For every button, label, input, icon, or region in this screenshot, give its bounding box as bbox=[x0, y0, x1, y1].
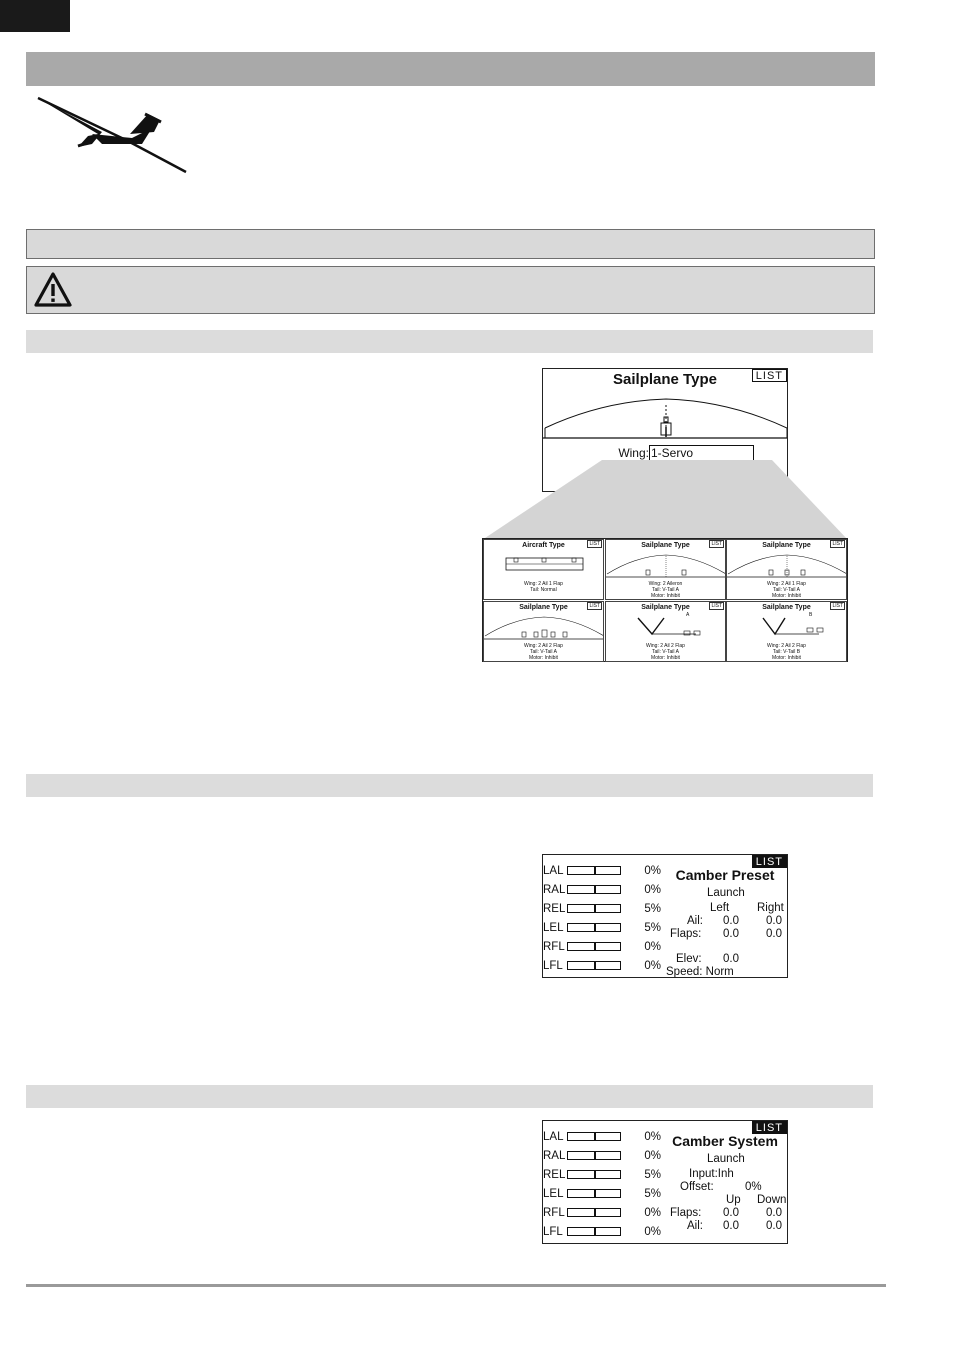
channel-label: REL bbox=[543, 903, 566, 915]
camber-system-title: Camber System bbox=[672, 1133, 778, 1149]
channel-value: 5% bbox=[644, 922, 661, 934]
section-bar-camber-preset bbox=[26, 774, 873, 797]
ail-right-value[interactable]: 0.0 bbox=[766, 915, 782, 927]
elev-label: Elev: bbox=[676, 953, 702, 965]
thumbnail-title: Sailplane Type bbox=[641, 604, 690, 611]
thumbnail-line: Motor: Inhibit bbox=[529, 655, 558, 661]
channel-label: RAL bbox=[543, 884, 566, 896]
thumbnail-line: Wing: 2 Aileron bbox=[648, 581, 683, 587]
thumbnail-title: Sailplane Type bbox=[762, 542, 811, 549]
warning-box bbox=[26, 266, 875, 314]
channel-value: 5% bbox=[644, 903, 661, 915]
channel-bar bbox=[567, 1189, 621, 1198]
thumbnail-line: Wing: 2 Ail 2 Flap bbox=[524, 643, 563, 649]
channel-label: LFL bbox=[543, 1226, 563, 1238]
screen-title: Sailplane Type bbox=[613, 371, 717, 388]
list-tag[interactable]: LIST bbox=[752, 1121, 787, 1134]
ail-up-value[interactable]: 0.0 bbox=[723, 1220, 739, 1232]
speed-line[interactable]: Speed: Norm bbox=[666, 966, 734, 978]
ail-left-value[interactable]: 0.0 bbox=[723, 915, 739, 927]
thumbnail-list-tag: LIST bbox=[589, 603, 600, 609]
channel-value: 0% bbox=[644, 1207, 661, 1219]
flaps-label: Flaps: bbox=[670, 928, 702, 940]
thumbnail-line: Tail: V-Tail A bbox=[773, 587, 800, 593]
thumbnail-line: Tail: Normal bbox=[530, 587, 557, 593]
ail-down-value[interactable]: 0.0 bbox=[766, 1220, 782, 1232]
channel-label: LFL bbox=[543, 960, 563, 972]
channel-value: 5% bbox=[644, 1188, 661, 1200]
thumbnail-line: Tail: V-Tail A bbox=[652, 649, 679, 655]
thumbnail-diagram bbox=[727, 550, 847, 580]
channel-value: 0% bbox=[644, 960, 661, 972]
flight-mode[interactable]: Launch bbox=[707, 887, 745, 899]
channel-label: RFL bbox=[543, 941, 565, 953]
thumbnail-title: Aircraft Type bbox=[522, 542, 565, 549]
camber-preset-screen bbox=[542, 854, 788, 978]
thumbnail-line: Wing: 2 Ail 1 Flap bbox=[524, 581, 563, 587]
channel-label: LEL bbox=[543, 922, 564, 934]
camber-system-screen bbox=[542, 1120, 788, 1244]
thumbnail-aircraft-type bbox=[483, 539, 604, 600]
thumbnail-list-tag: LIST bbox=[832, 541, 843, 547]
section-header-bar bbox=[26, 52, 875, 86]
wing-label: Wing: bbox=[618, 446, 649, 460]
thumbnail-line: Tail: V-Tail A bbox=[652, 587, 679, 593]
channel-bar bbox=[567, 1227, 621, 1236]
channel-label: LAL bbox=[543, 1131, 564, 1143]
channel-label: RFL bbox=[543, 1207, 565, 1219]
channel-bar bbox=[567, 1151, 621, 1160]
column-down-header: Down bbox=[757, 1194, 787, 1206]
thumbnail-line: Wing: 2 Ail 1 Flap bbox=[767, 581, 806, 587]
thumbnail-line: Motor: Inhibit bbox=[772, 655, 801, 661]
channel-bar bbox=[567, 885, 621, 894]
ail-label: Ail: bbox=[687, 915, 703, 927]
thumbnail-v-tail-b bbox=[726, 601, 847, 662]
channel-bar bbox=[567, 923, 621, 932]
channel-bar bbox=[567, 904, 621, 913]
tail-variant-marker: B bbox=[809, 612, 813, 618]
wing-type-thumbnails bbox=[482, 538, 848, 662]
flaps-label: Flaps: bbox=[670, 1207, 702, 1219]
thumbnail-line: Tail: V-Tail A bbox=[530, 649, 557, 655]
flight-mode[interactable]: Launch bbox=[707, 1153, 745, 1165]
thumbnail-2-aileron bbox=[605, 539, 726, 600]
channel-value: 0% bbox=[644, 941, 661, 953]
section-bar-camber-system bbox=[26, 1085, 873, 1108]
channel-value: 0% bbox=[644, 1131, 661, 1143]
thumbnail-diagram bbox=[484, 550, 604, 580]
channel-bar bbox=[567, 1170, 621, 1179]
camber-preset-title: Camber Preset bbox=[675, 867, 775, 883]
footer-rule bbox=[26, 1284, 886, 1287]
flaps-right-value[interactable]: 0.0 bbox=[766, 928, 782, 940]
thumbnail-diagram bbox=[606, 550, 726, 580]
thumbnail-diagram bbox=[606, 612, 726, 642]
channel-label: RAL bbox=[543, 1150, 566, 1162]
thumbnail-2-ail-2-flap bbox=[483, 601, 604, 662]
channel-bar bbox=[567, 1132, 621, 1141]
thumbnail-list-tag: LIST bbox=[832, 603, 843, 609]
thumbnail-line: Motor: Inhibit bbox=[651, 593, 680, 599]
thumbnail-line: Tail: V-Tail B bbox=[772, 649, 801, 655]
note-box bbox=[26, 229, 875, 259]
section-bar-sailplane-type bbox=[26, 330, 873, 353]
list-tag[interactable]: LIST bbox=[752, 369, 787, 382]
channel-value: 0% bbox=[644, 884, 661, 896]
channel-label: LAL bbox=[543, 865, 564, 877]
zoom-funnel bbox=[482, 460, 848, 542]
list-tag[interactable]: LIST bbox=[752, 855, 787, 868]
thumbnail-line: Wing: 2 Ail 2 Flap bbox=[767, 643, 806, 649]
thumbnail-diagram bbox=[484, 612, 604, 642]
input-line[interactable]: Input:Inh bbox=[689, 1168, 734, 1180]
page-tab-block bbox=[0, 0, 70, 32]
channel-bar bbox=[567, 866, 621, 875]
sailplane-silhouette-icon bbox=[30, 92, 195, 178]
channel-value: 0% bbox=[644, 1226, 661, 1238]
flaps-left-value[interactable]: 0.0 bbox=[723, 928, 739, 940]
flaps-up-value[interactable]: 0.0 bbox=[723, 1207, 739, 1219]
thumbnail-title: Sailplane Type bbox=[762, 604, 811, 611]
thumbnail-diagram bbox=[727, 612, 847, 642]
warning-triangle-icon bbox=[33, 271, 73, 309]
thumbnail-line: Wing: 2 Ail 2 Flap bbox=[646, 643, 685, 649]
thumbnail-list-tag: LIST bbox=[711, 541, 722, 547]
thumbnail-line: Motor: Inhibit bbox=[772, 593, 801, 599]
offset-value[interactable]: 0% bbox=[745, 1181, 762, 1193]
thumbnail-v-tail-a bbox=[605, 601, 726, 662]
channel-label: REL bbox=[543, 1169, 566, 1181]
column-right-header: Right bbox=[757, 902, 784, 914]
channel-value: 5% bbox=[644, 1169, 661, 1181]
wing-diagram bbox=[543, 393, 788, 443]
channel-bar bbox=[567, 942, 621, 951]
tail-variant-marker: A bbox=[686, 612, 690, 618]
channel-bar bbox=[567, 961, 621, 970]
thumbnail-2-ail-1-flap bbox=[726, 539, 847, 600]
elev-value[interactable]: 0.0 bbox=[723, 953, 739, 965]
thumbnail-line: Motor: Inhibit bbox=[651, 655, 680, 661]
channel-label: LEL bbox=[543, 1188, 564, 1200]
channel-bar bbox=[567, 1208, 621, 1217]
channel-value: 0% bbox=[644, 1150, 661, 1162]
thumbnail-title: Sailplane Type bbox=[519, 604, 568, 611]
flaps-down-value[interactable]: 0.0 bbox=[766, 1207, 782, 1219]
thumbnail-list-tag: LIST bbox=[711, 603, 722, 609]
offset-label: Offset: bbox=[680, 1181, 714, 1193]
column-up-header: Up bbox=[726, 1194, 741, 1206]
channel-value: 0% bbox=[644, 865, 661, 877]
column-left-header: Left bbox=[710, 902, 730, 914]
wing-type-selector[interactable]: 1-Servo bbox=[649, 445, 754, 461]
thumbnail-title: Sailplane Type bbox=[641, 542, 690, 549]
ail-label: Ail: bbox=[687, 1220, 703, 1232]
thumbnail-list-tag: LIST bbox=[589, 541, 600, 547]
